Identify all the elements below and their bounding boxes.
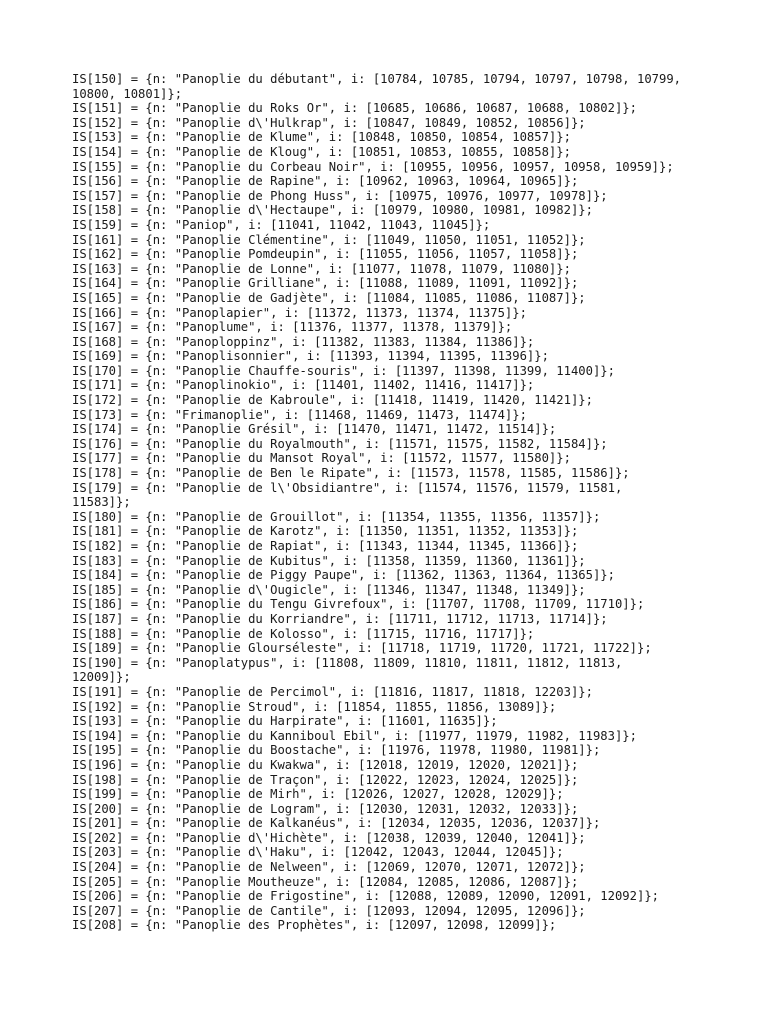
code-line: IS[199] = {n: "Panoplie de Mirh", i: [12026, 12027, 12028, 12029]}; [72, 787, 564, 802]
code-line: IS[207] = {n: "Panoplie de Cantile", i: [12093, 12094, 12095, 12096]}; [72, 903, 586, 918]
code-line: IS[154] = {n: "Panoplie de Kloug", i: [10851, 10853, 10855, 10858]}; [72, 144, 571, 159]
code-line: IS[168] = {n: "Panoploppinz", i: [11382, 11383, 11384, 11386]}; [72, 334, 535, 349]
code-line: IS[187] = {n: "Panoplie du Korriandre", i: [11711, 11712, 11713, 11714]}; [72, 611, 608, 626]
code-line: IS[182] = {n: "Panoplie de Rapiat", i: [11343, 11344, 11345, 11366]}; [72, 539, 579, 553]
code-line: IS[170] = {n: "Panoplie Chauffe-souris", i: [11397, 11398, 11399, 11400]}; [72, 363, 615, 378]
code-line: IS[204] = {n: "Panoplie de Nelween", i: [12069, 12070, 12071, 12072]}; [72, 860, 586, 875]
code-line: IS[157] = {n: "Panoplie de Phong Huss", i: [10975, 10976, 10977, 10978]}; [72, 188, 608, 203]
code-line: IS[200] = {n: "Panoplie de Logram", i: [12030, 12031, 12032, 12033]}; [72, 801, 579, 816]
code-line: IS[164] = {n: "Panoplie Grilliane", i: [11088, 11089, 11091, 11092]}; [72, 276, 579, 291]
code-line: 10800, 10801]}; [72, 86, 183, 101]
code-line: IS[193] = {n: "Panoplie du Harpirate", i: [11601, 11635]}; [72, 714, 498, 729]
code-line: IS[174] = {n: "Panoplie Grésil", i: [11470, 11471, 11472, 11514]}; [72, 422, 557, 437]
code-line: IS[183] = {n: "Panoplie de Kubitus", i: [11358, 11359, 11360, 11361]}; [72, 553, 586, 568]
code-line: IS[179] = {n: "Panoplie de l\'Obsidiantre", i: [11574, 11576, 11579, 11581, [72, 480, 623, 495]
code-line: IS[205] = {n: "Panoplie Moutheuze", i: [12084, 12085, 12086, 12087]}; [72, 874, 579, 889]
code-line: IS[202] = {n: "Panoplie d\'Hichète", i: [12038, 12039, 12040, 12041]}; [72, 830, 586, 845]
code-line: IS[155] = {n: "Panoplie du Corbeau Noir", i: [10955, 10956, 10957, 10958, 10959]}; [72, 159, 674, 174]
code-line: IS[171] = {n: "Panoplinokio", i: [11401, 11402, 11416, 11417]}; [72, 378, 535, 393]
code-line: IS[188] = {n: "Panoplie de Kolosso", i: [11715, 11716, 11717]}; [72, 626, 535, 641]
code-line: 12009]}; [72, 670, 131, 685]
code-line: IS[167] = {n: "Panoplume", i: [11376, 11377, 11378, 11379]}; [72, 320, 513, 335]
code-line: IS[177] = {n: "Panoplie du Mansot Royal", i: [11572, 11577, 11580]}; [72, 451, 571, 466]
code-line: IS[169] = {n: "Panoplisonnier", i: [11393, 11394, 11395, 11396]}; [72, 349, 549, 364]
code-line: IS[206] = {n: "Panoplie de Frigostine", i: [12088, 12089, 12090, 12091, 12092]}; [72, 889, 659, 904]
document-page [72, 72, 712, 933]
code-line: IS[194] = {n: "Panoplie du Kanniboul Ebil", i: [11977, 11979, 11982, 11983]}; [72, 728, 637, 743]
code-line: IS[178] = {n: "Panoplie de Ben le Ripate", i: [11573, 11578, 11585, 11586]}; [72, 466, 630, 481]
code-line: IS[161] = {n: "Panoplie Clémentine", i: [11049, 11050, 11051, 11052]}; [72, 232, 586, 247]
code-line: IS[196] = {n: "Panoplie du Kwakwa", i: [12018, 12019, 12020, 12021]}; [72, 757, 579, 772]
code-line: IS[189] = {n: "Panoplie Glourséleste", i: [11718, 11719, 11720, 11721, 11722]}; [72, 641, 652, 656]
code-line: IS[184] = {n: "Panoplie de Piggy Paupe", i: [11362, 11363, 11364, 11365]}; [72, 568, 615, 583]
code-line: IS[151] = {n: "Panoplie du Roks Or", i: [10685, 10686, 10687, 10688, 10802]}; [72, 101, 637, 116]
code-line: IS[172] = {n: "Panoplie de Kabroule", i: [11418, 11419, 11420, 11421]}; [72, 393, 593, 408]
code-line: IS[181] = {n: "Panoplie de Karotz", i: [11350, 11351, 11352, 11353]}; [72, 524, 579, 539]
code-line: IS[159] = {n: "Paniop", i: [11041, 11042, 11043, 11045]}; [72, 217, 491, 232]
code-line: IS[203] = {n: "Panoplie d\'Haku", i: [12042, 12043, 12044, 12045]}; [72, 845, 564, 860]
code-line: IS[185] = {n: "Panoplie d\'Ougicle", i: [11346, 11347, 11348, 11349]}; [72, 582, 586, 597]
code-line: IS[195] = {n: "Panoplie du Boostache", i: [11976, 11978, 11980, 11981]}; [72, 743, 601, 758]
code-line: IS[165] = {n: "Panoplie de Gadjète", i: [11084, 11085, 11086, 11087]}; [72, 290, 586, 305]
code-line: IS[208] = {n: "Panoplie des Prophètes", i: [12097, 12098, 12099]}; [72, 918, 557, 933]
code-line: IS[152] = {n: "Panoplie d\'Hulkrap", i: [10847, 10849, 10852, 10856]}; [72, 115, 586, 130]
code-line: IS[176] = {n: "Panoplie du Royalmouth", i: [11571, 11575, 11582, 11584]}; [72, 436, 608, 451]
code-line: IS[166] = {n: "Panoplapier", i: [11372, 11373, 11374, 11375]}; [72, 305, 527, 320]
code-line: IS[163] = {n: "Panoplie de Lonne", i: [11077, 11078, 11079, 11080]}; [72, 261, 571, 276]
code-line: 11583]}; [72, 495, 131, 510]
code-line: IS[198] = {n: "Panoplie de Traçon", i: [12022, 12023, 12024, 12025]}; [72, 772, 579, 787]
code-line: IS[191] = {n: "Panoplie de Percimol", i: [11816, 11817, 11818, 12203]}; [72, 684, 593, 699]
code-line: IS[201] = {n: "Panoplie de Kalkanéus", i: [12034, 12035, 12036, 12037]}; [72, 816, 601, 831]
code-line: IS[173] = {n: "Frimanoplie", i: [11468, 11469, 11473, 11474]}; [72, 407, 527, 422]
code-line: IS[153] = {n: "Panoplie de Klume", i: [10848, 10850, 10854, 10857]}; [72, 130, 571, 145]
code-line: IS[156] = {n: "Panoplie de Rapine", i: [10962, 10963, 10964, 10965]}; [72, 174, 579, 189]
code-line: IS[190] = {n: "Panoplatypus", i: [11808, 11809, 11810, 11811, 11812, 11813, [72, 655, 623, 670]
code-line: IS[192] = {n: "Panoplie Stroud", i: [11854, 11855, 11856, 13089]}; [72, 699, 557, 714]
code-line: IS[162] = {n: "Panoplie Pomdeupin", i: [11055, 11056, 11057, 11058]}; [72, 247, 579, 262]
code-line: IS[186] = {n: "Panoplie du Tengu Givrefoux", i: [11707, 11708, 11709, 11710]}; [72, 597, 645, 612]
code-line: IS[150] = {n: "Panoplie du débutant", i: [10784, 10785, 10794, 10797, 10798, 10799, [72, 72, 682, 86]
code-line: IS[158] = {n: "Panoplie d\'Hectaupe", i: [10979, 10980, 10981, 10982]}; [72, 203, 593, 218]
code-line: IS[180] = {n: "Panoplie de Grouillot", i: [11354, 11355, 11356, 11357]}; [72, 509, 601, 524]
